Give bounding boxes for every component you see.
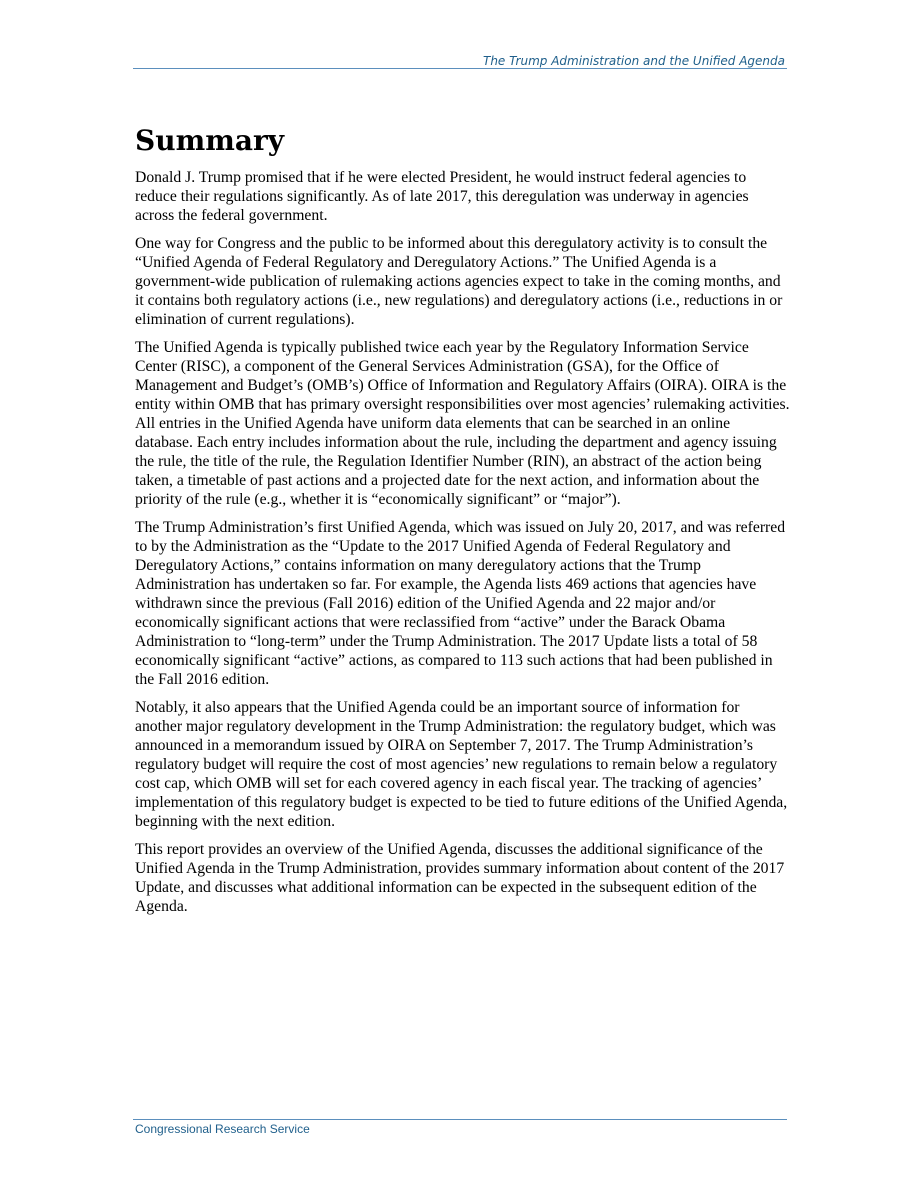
header-divider	[133, 68, 787, 69]
summary-body	[135, 168, 790, 925]
footer-divider	[133, 1119, 787, 1120]
paragraph: Donald J. Trump promised that if he were elected President, he would instruct federal agencies to reduce their regulations significantly. As of late 2017, this deregulation was underway in agencies across the federal government.	[135, 169, 749, 224]
paragraph: One way for Congress and the public to be informed about this deregulatory activity is to consult the “Unified Agenda of Federal Regulatory and Deregulatory Actions.” The Unified Agenda is a government-wide publication of rulemaking actions agencies expect to take in the coming months, and it contains both regulatory actions (i.e., new regulations) and deregulatory actions (i.e., reductions in or elimination of current regulations).	[135, 235, 783, 328]
paragraph: Notably, it also appears that the Unified Agenda could be an important source of information for another major regulatory development in the Trump Administration: the regulatory budget, which was announced in a memorandum issued by OIRA on September 7, 2017. The Trump Administration’s regulatory budget will require the cost of most agencies’ new regulations to remain below a regulatory cost cap, which OMB will set for each covered agency in each fiscal year. The tracking of agencies’ implementation of this regulatory budget is expected to be tied to future editions of the Unified Agenda, beginning with the next edition.	[135, 699, 788, 830]
footer-source: Congressional Research Service	[135, 1122, 310, 1136]
paragraph: The Unified Agenda is typically published twice each year by the Regulatory Information Service Center (RISC), a component of the General Services Administration (GSA), for the Office of Management and Budget’s (OMB’s) Office of Information and Regulatory Affairs (OIRA). OIRA is the entity within OMB that has primary oversight responsibilities over most agencies’ rulemaking activities. All entries in the Unified Agenda have uniform data elements that can be searched in an online database. Each entry includes information about the rule, including the department and agency issuing the rule, the title of the rule, the Regulation Identifier Number (RIN), an abstract of the action being taken, a timetable of past actions and a projected date for the next action, and information about the priority of the rule (e.g., whether it is “economically significant” or “major”).	[135, 339, 790, 508]
section-title: Summary	[135, 124, 284, 157]
paragraph: The Trump Administration’s first Unified Agenda, which was issued on July 20, 2017, and was referred to by the Administration as the “Update to the 2017 Unified Agenda of Federal Regulatory and Deregulatory Actions,” contains information on many deregulatory actions that the Trump Administration has undertaken so far. For example, the Agenda lists 469 actions that agencies have withdrawn since the previous (Fall 2016) edition of the Unified Agenda and 22 major and/or economically significant actions that were reclassified from “active” under the Barack Obama Administration to “long-term” under the Trump Administration. The 2017 Update lists a total of 58 economically significant “active” actions, as compared to 113 such actions that had been published in the Fall 2016 edition.	[135, 519, 786, 688]
paragraph: This report provides an overview of the Unified Agenda, discusses the additional significance of the Unified Agenda in the Trump Administration, provides summary information about content of the 2017 Update, and discusses what additional information can be expected in the subsequent edition of the Agenda.	[135, 841, 785, 915]
running-header: The Trump Administration and the Unified Agenda	[483, 54, 785, 68]
